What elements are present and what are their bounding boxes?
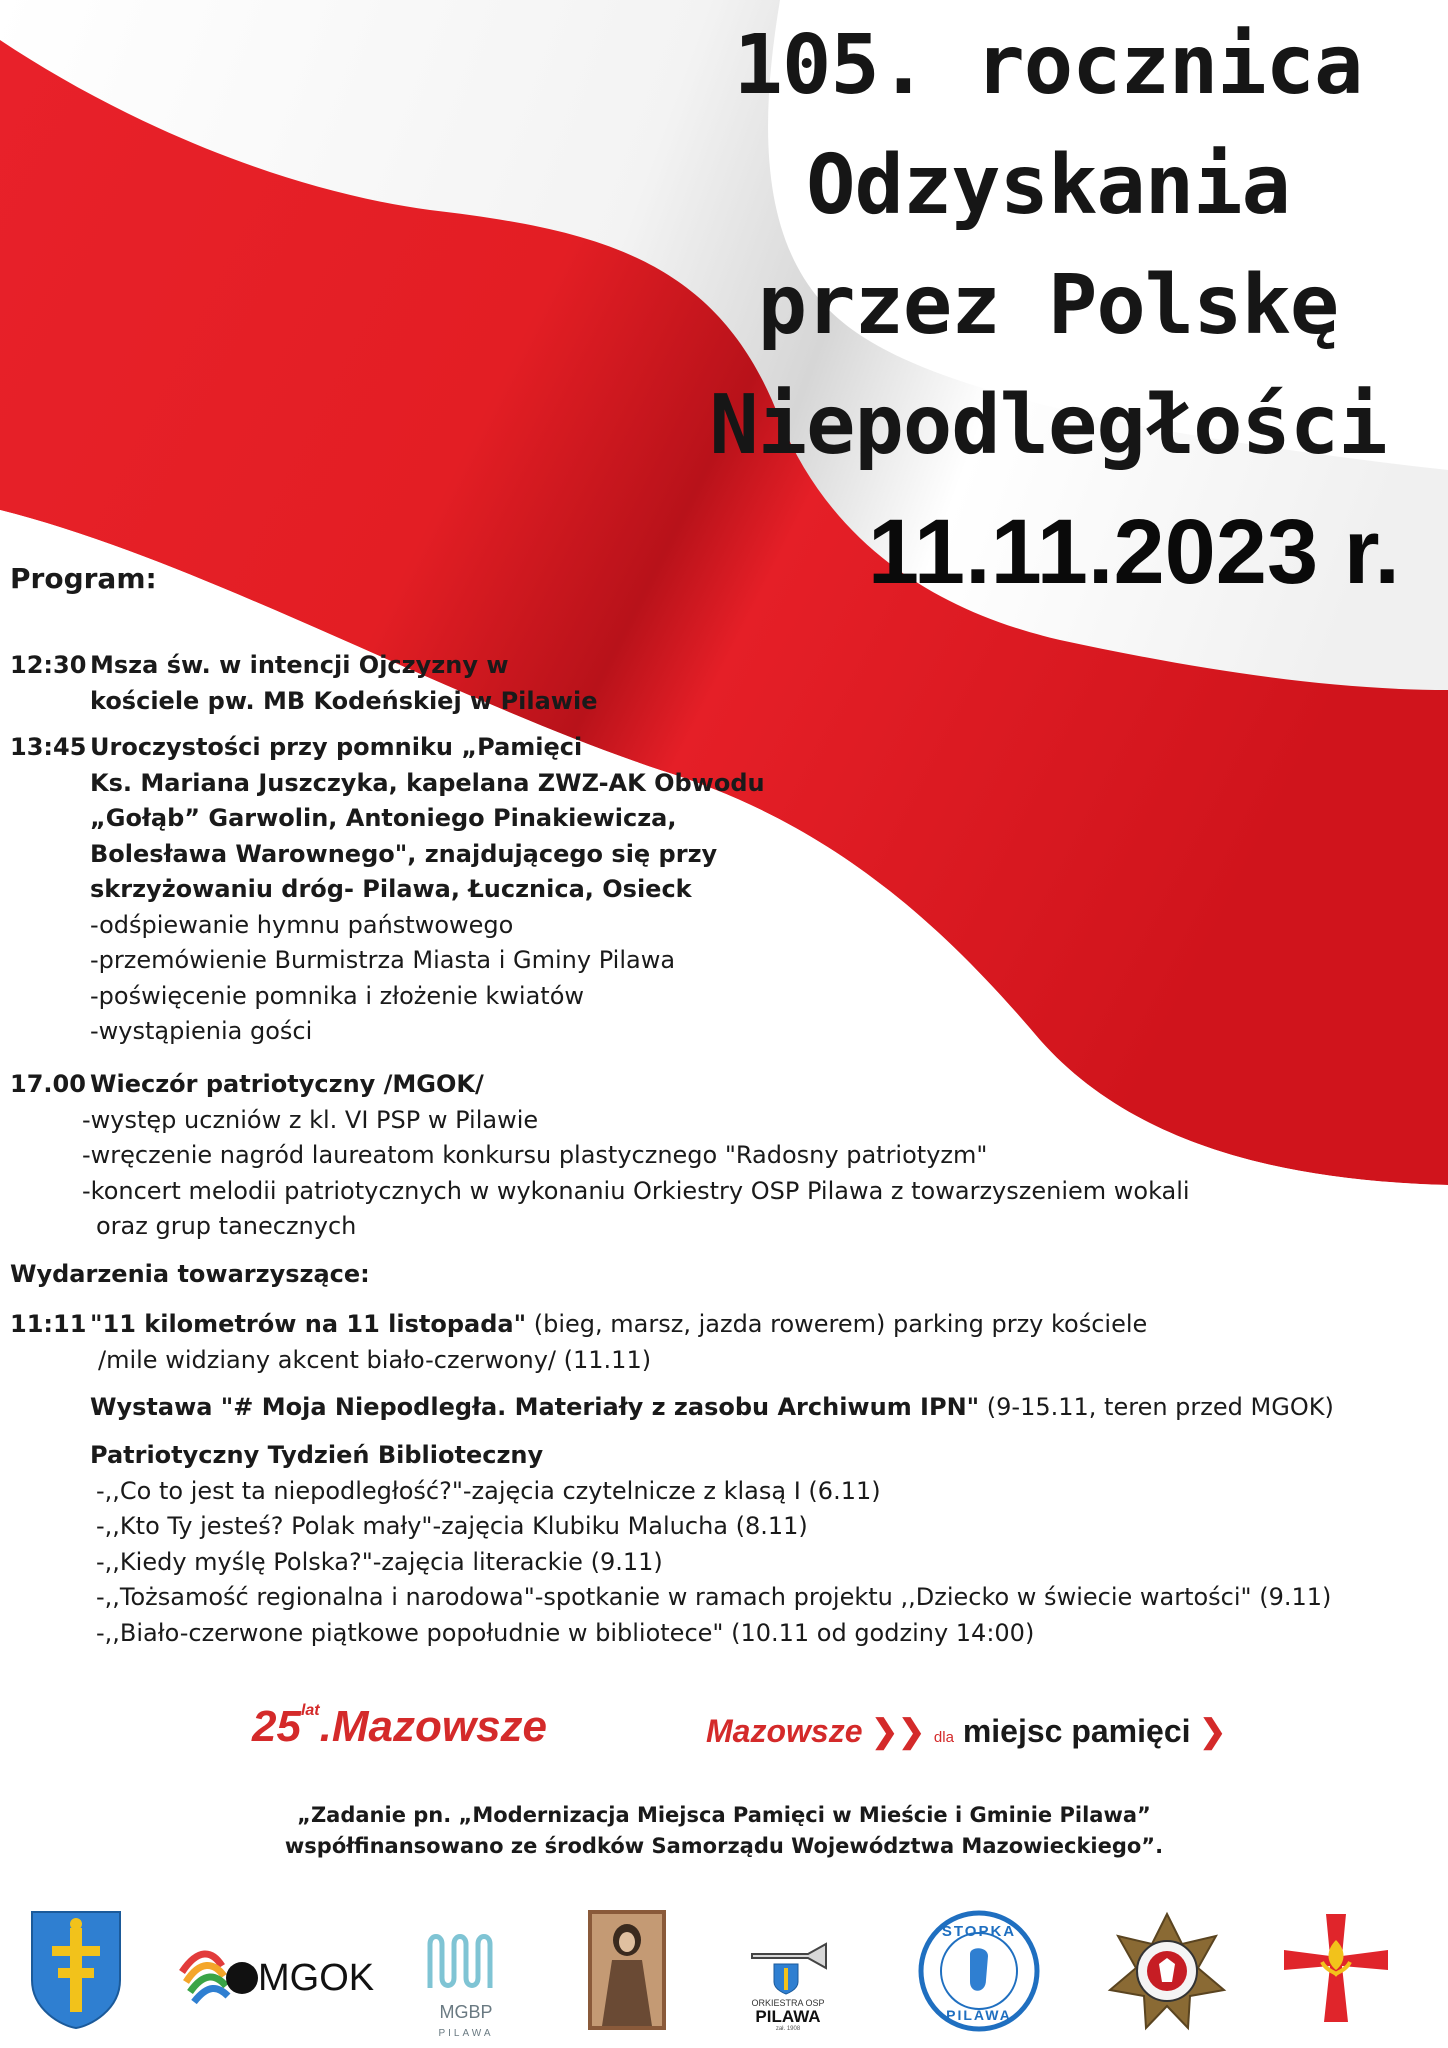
svg-text:PILAWA: PILAWA — [946, 2007, 1012, 2023]
svg-text:zał. 1908: zał. 1908 — [775, 2026, 801, 2032]
program-title-line: „Gołąb” Garwolin, Antoniego Pinakiewicza, — [90, 804, 677, 832]
side-event-library — [90, 1438, 1410, 1651]
side-events-label: Wydarzenia towarzyszące: — [10, 1260, 370, 1288]
program-time: 12:30 — [10, 651, 87, 679]
program-detail-line: -wręczenie nagród laureatom konkursu plastycznego "Radosny patriotyzm" — [82, 1141, 988, 1169]
orkiestra-osp-logo-icon — [738, 1924, 838, 2030]
title-line-4: Niepodległości — [709, 378, 1387, 473]
run-details: (bieg, marsz, jazda rowerem) parking przy kościele — [526, 1310, 1148, 1338]
pilawa-coat-of-arms-icon — [30, 1910, 122, 2030]
svg-text:PILAWA: PILAWA — [755, 2007, 821, 2026]
program-title-line: Msza św. w intencji Ojczyzny w — [90, 651, 509, 679]
program-title-line: Wieczór patriotyczny /MGOK/ — [90, 1070, 484, 1098]
svg-text:MGBP: MGBP — [439, 2002, 493, 2022]
side-event-run — [10, 1307, 1310, 1378]
svg-text:PILAWA: PILAWA — [438, 2028, 494, 2039]
program-label: Program: — [10, 562, 157, 595]
funding-note — [0, 1800, 1448, 1862]
event-date: 11.11.2023 r. — [867, 501, 1400, 603]
fire-brigade-cross-icon — [1106, 1910, 1228, 2032]
title-line-3: przez Polskę — [757, 258, 1339, 353]
title-line-2: Odzyskania — [806, 138, 1290, 233]
mgbp-library-logo-icon — [420, 1928, 512, 2040]
program-title-line: Uroczystości przy pomniku „Pamięci — [90, 733, 583, 761]
mazowsze-25-logo: $25^{lat}.Mazowsze$ — [252, 1702, 548, 1751]
program-item-1345 — [10, 730, 765, 1050]
run-title: "11 kilometrów na 11 listopada" — [90, 1310, 527, 1338]
madonna-icon-image — [588, 1910, 666, 2030]
program-title-line: kościele pw. MB Kodeńskiej w Pilawie — [90, 686, 598, 715]
exhibition-title: Wystawa "# Moja Niepodległa. Materiały z zasobu Archiwum IPN" — [90, 1393, 980, 1421]
sponsor-logos — [0, 1700, 1448, 1760]
program-detail-line: -występ uczniów z kl. VI PSP w Pilawie — [82, 1105, 539, 1134]
svg-text:MGOK: MGOK — [258, 1957, 375, 1999]
program-item-1230 — [10, 648, 597, 719]
partner-logos — [0, 1910, 1448, 2040]
library-item: -,,Kto Ty jesteś? Polak mały"-zajęcia Klubiku Malucha (8.11) — [96, 1512, 808, 1540]
mazowsze-miejsc-pamieci-logo: Mazowsze ❯❯ dla miejsc pamięci ❯ — [706, 1713, 1227, 1749]
program-title-line: Ks. Mariana Juszczyka, kapelana ZWZ-AK Obwodu — [90, 768, 765, 797]
svg-text:ORKIESTRA OSP: ORKIESTRA OSP — [751, 1998, 825, 2008]
program-title-line: Bolesława Warownego", znajdującego się przy — [90, 839, 718, 868]
library-item: -,,Biało-czerwone piątkowe popołudnie w bibliotece" (10.11 od godziny 14:00) — [96, 1618, 1035, 1647]
side-event-exhibition — [90, 1390, 1390, 1426]
stopka-pilawa-logo-icon — [918, 1910, 1040, 2032]
exhibition-details: (9-15.11, teren przed MGOK) — [979, 1393, 1334, 1421]
program-title-line: skrzyżowaniu dróg- Pilawa, Łucznica, Osieck — [90, 875, 692, 903]
program-detail-line: -przemówienie Burmistrza Miasta i Gminy Pilawa — [90, 946, 676, 974]
side-event-time: 11:11 — [10, 1310, 87, 1338]
library-title: Patriotyczny Tydzień Biblioteczny — [90, 1441, 544, 1469]
program-detail-line: -odśpiewanie hymnu państwowego — [90, 910, 514, 939]
funding-line-1: „Zadanie pn. „Modernizacja Miejsca Pamięci w Mieście i Gminie Pilawa” — [297, 1803, 1151, 1827]
program-detail-line: oraz grup tanecznych — [96, 1212, 357, 1240]
program-item-1700 — [10, 1067, 1190, 1245]
scout-cross-icon — [1276, 1910, 1396, 2030]
library-item: -,,Tożsamość regionalna i narodowa"-spotkanie w ramach projektu ,,Dziecko w świecie wartości" (9.11) — [96, 1583, 1332, 1611]
program-detail-line: -wystąpienia gości — [90, 1017, 313, 1045]
program-detail-line: -poświęcenie pomnika i złożenie kwiatów — [90, 981, 585, 1010]
library-item: -,,Co to jest ta niepodległość?"-zajęcia czytelnicze z klasą I (6.11) — [96, 1476, 881, 1505]
page-title — [688, 6, 1408, 610]
title-line-1: 105. rocznica — [733, 18, 1363, 113]
program-time: 17.00 — [10, 1070, 86, 1098]
funding-line-2: współfinansowano ze środków Samorządu Województwa Mazowieckiego”. — [284, 1834, 1164, 1858]
mgok-logo-icon — [178, 1932, 375, 2012]
program-time: 13:45 — [10, 733, 87, 761]
program-detail-line: -koncert melodii patriotycznych w wykonaniu Orkiestry OSP Pilawa z towarzyszeniem wokali — [82, 1176, 1190, 1205]
run-line-2: /mile widziany akcent biało-czerwony/ (11.11) — [98, 1345, 652, 1374]
svg-text:STOPKA: STOPKA — [941, 1923, 1017, 1940]
library-item: -,,Kiedy myślę Polska?"-zajęcia literackie (9.11) — [96, 1547, 663, 1576]
